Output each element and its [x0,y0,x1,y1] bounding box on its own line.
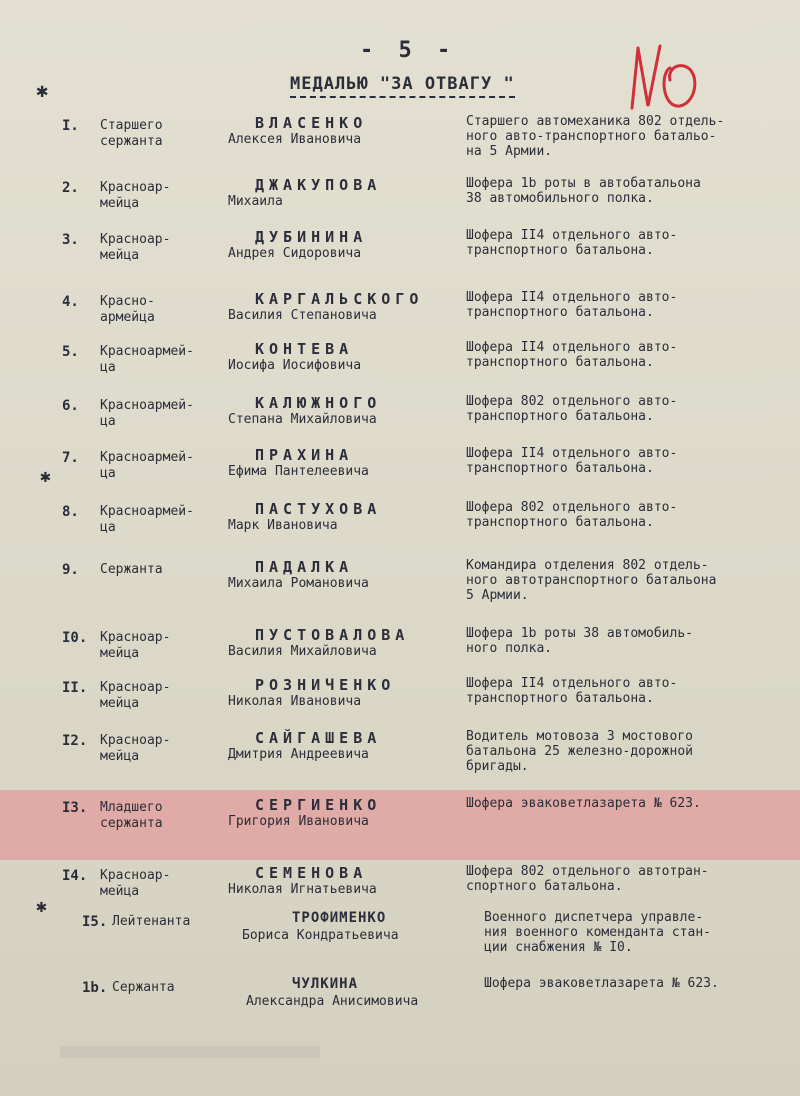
entry-surname: СЕРГИЕНКО [255,796,382,814]
entry-number: I. [62,118,79,134]
entry-given-names: Бориса Кондратьевича [242,928,399,943]
list-item [0,796,800,870]
list-item [0,910,800,984]
entry-given-names: Андрея Сидоровича [228,246,362,261]
entry-surname: ПАСТУХОВА [255,500,382,518]
entry-rank: Сержанта [112,980,175,995]
entry-surname: ВЛАСЕНКО [255,114,368,132]
entry-rank: Старшего сержанта [100,118,163,149]
entry-description: Шофера 1b роты в автобатальона 38 автомобильного полка. [466,176,701,206]
entry-rank: Красноар- мейца [100,630,171,661]
entry-given-names: Ефима Пантелеевича [228,464,369,479]
entry-given-names: Дмитрия Андреевича [228,747,369,762]
entry-surname: САЙГАШЕВА [255,729,382,747]
entry-number: I3. [62,800,88,816]
entry-surname: ДУБИНИНА [255,228,368,246]
entry-description: Шофера 802 отдельного автотран- спортного батальона. [466,864,709,894]
entry-rank: Лейтенанта [112,914,191,929]
entry-rank: Красноармей- ца [100,504,194,535]
entry-rank: Сержанта [100,562,163,577]
entry-number: 6. [62,398,79,414]
entry-number: I5. [82,914,108,930]
entry-description: Старшего автомеханика 802 отдель- ного авто-транспортного батальо- на 5 Армии. [466,114,725,159]
entry-surname: КАЛЮЖНОГО [255,394,382,412]
entry-description: Шофера эваковетлазарета № 623. [484,976,719,991]
entry-surname: КАРГАЛЬСКОГО [255,290,424,308]
entry-description: Военного диспетчера управле- ния военного коменданта стан- ции снабжения № I0. [484,910,711,955]
entry-surname: КОНТЕВА [255,340,354,358]
entry-number: II. [62,680,88,696]
entry-given-names: Марк Ивановича [228,518,338,533]
entry-given-names: Николая Игнатьевича [228,882,377,897]
entry-rank: Красноар- мейца [100,733,171,764]
entry-given-names: Василия Степановича [228,308,377,323]
entry-rank: Красноар- мейца [100,180,171,211]
entry-given-names: Михаила [228,194,283,209]
ink-blot-mark: ✱ [36,78,49,102]
entry-number: 1b. [82,980,108,996]
list-item [0,976,800,1050]
entry-given-names: Василия Михайловича [228,644,377,659]
page-number: - 5 - [360,38,457,63]
award-heading: МЕДАЛЬЮ "ЗА ОТВАГУ " [290,74,515,98]
entry-surname: ПУСТОВАЛОВА [255,626,410,644]
ink-blot-mark: ✱ [36,896,47,917]
entry-surname: ПРАХИНА [255,446,354,464]
entry-description: Шофера эваковетлазарета № 623. [466,796,701,811]
faint-archive-stamp [60,1046,320,1058]
entry-rank: Красно- армейца [100,294,155,325]
entry-given-names: Михаила Романовича [228,576,369,591]
list-item [0,729,800,803]
entry-given-names: Иосифа Иосифовича [228,358,362,373]
entry-number: I4. [62,868,88,884]
entry-number: 5. [62,344,79,360]
entry-given-names: Николая Ивановича [228,694,362,709]
entry-number: 8. [62,504,79,520]
entry-description: Шофера II4 отдельного авто- транспортного батальона. [466,340,678,370]
entry-number: 4. [62,294,79,310]
entry-surname: СЕМЕНОВА [255,864,368,882]
entry-number: 9. [62,562,79,578]
entry-surname: ДЖАКУПОВА [255,176,382,194]
entry-given-names: Александра Анисимовича [246,994,419,1009]
entry-surname: РОЗНИЧЕНКО [255,676,396,694]
red-pencil-annotation [620,28,710,118]
entry-rank: Красноармей- ца [100,450,194,481]
entry-rank: Красноар- мейца [100,232,171,263]
ink-blot-mark: ✱ [40,466,51,487]
entry-description: Шофера II4 отдельного авто- транспортного батальона. [466,676,678,706]
entry-given-names: Степана Михайловича [228,412,377,427]
entry-rank: Красноар- мейца [100,680,171,711]
entry-number: 2. [62,180,79,196]
entry-rank: Красноармей- ца [100,344,194,375]
entry-description: Командира отделения 802 отдель- ного автотранспортного батальона 5 Армии. [466,558,717,603]
entry-description: Шофера 1b роты 38 автомобиль- ного полка. [466,626,693,656]
list-item [0,558,800,632]
entry-number: 3. [62,232,79,248]
entry-description: Шофера 802 отдельного авто- транспортного батальона. [466,500,678,530]
entry-rank: Красноар- мейца [100,868,171,899]
entry-surname: ПАДАЛКА [255,558,354,576]
entry-description: Шофера II4 отдельного авто- транспортного батальона. [466,446,678,476]
entry-surname: ЧУЛКИНА [292,976,359,992]
entry-number: I2. [62,733,88,749]
entry-surname: ТРОФИМЕНКО [292,910,387,926]
entry-description: Водитель мотовоза 3 мостового батальона 25 железно-дорожной бригады. [466,729,693,774]
entry-description: Шофера II4 отдельного авто- транспортного батальона. [466,290,678,320]
entry-description: Шофера 802 отдельного авто- транспортного батальона. [466,394,678,424]
entry-rank: Младшего сержанта [100,800,163,831]
entry-given-names: Григория Ивановича [228,814,369,829]
entry-given-names: Алексея Ивановича [228,132,362,147]
entry-description: Шофера II4 отдельного авто- транспортного батальона. [466,228,678,258]
entry-number: I0. [62,630,88,646]
entry-rank: Красноармей- ца [100,398,194,429]
entry-number: 7. [62,450,79,466]
